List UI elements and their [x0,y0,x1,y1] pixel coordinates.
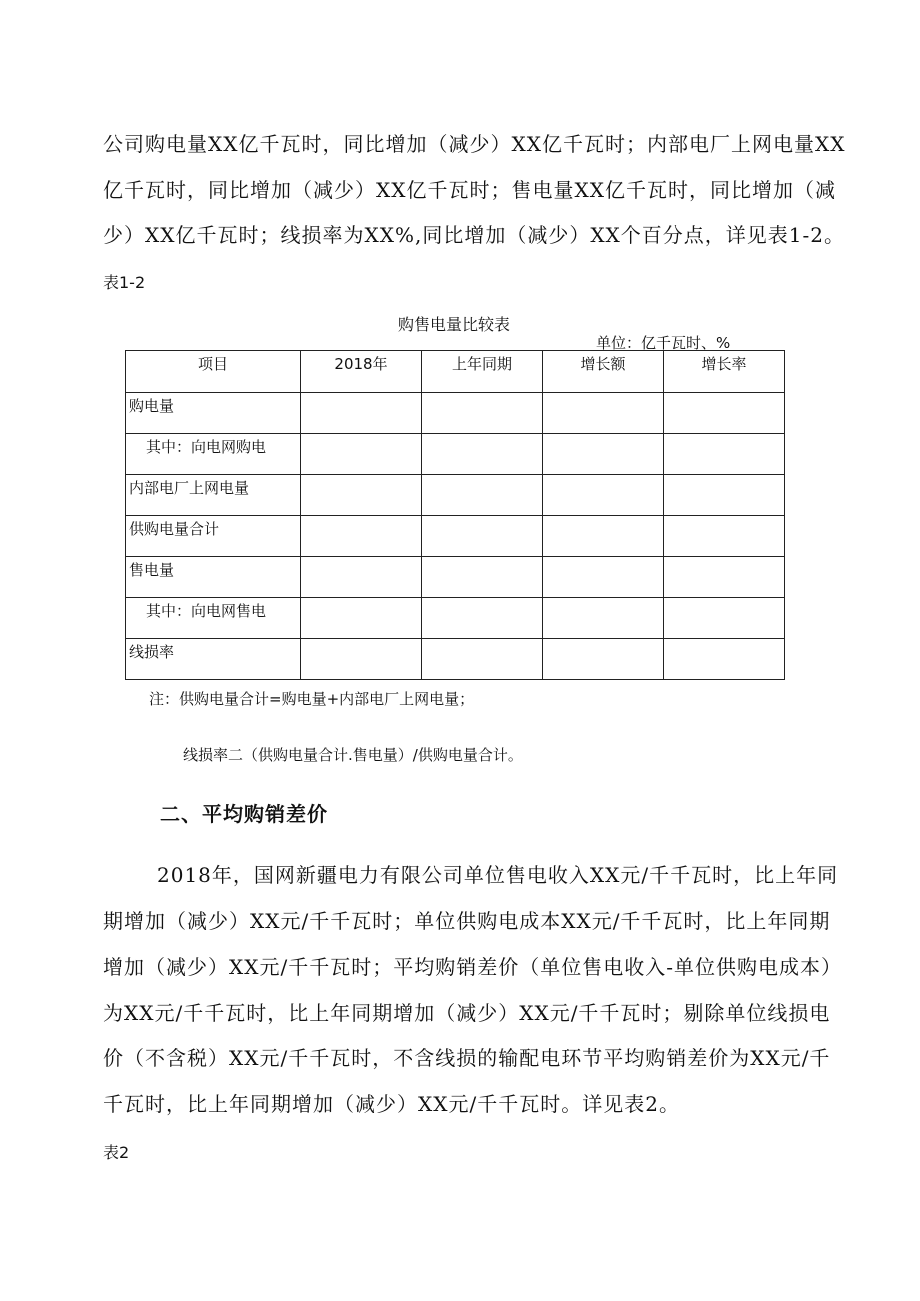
table-cell [664,434,785,475]
paragraph-line: 2018年，国网新疆电力有限公司单位售电收入XX元/千千瓦时，比上年同 [157,863,839,887]
table-cell [664,475,785,516]
table-cell [422,639,543,680]
table-cell [543,475,664,516]
table-row [126,475,785,516]
table-cell [301,639,422,680]
table-cell [301,475,422,516]
table-cell [422,598,543,639]
table-cell [301,557,422,598]
table-cell [664,516,785,557]
row-label: 售电量 [126,557,301,598]
table-cell [543,557,664,598]
header-item: 项目 [126,351,301,393]
header-growth-amount: 增长额 [543,351,664,393]
table-cell [664,639,785,680]
comparison-table [125,350,785,680]
table-note-1: 注：供购电量合计=购电量+内部电厂上网电量； [149,690,475,708]
table-cell [422,434,543,475]
row-label: 购电量 [126,393,301,434]
table-cell [664,393,785,434]
paragraph-line: 千瓦时，比上年同期增加（减少）XX元/千千瓦时。详见表2。 [103,1092,680,1116]
table-note-2: 线损率二（供购电量合计.售电量）/供购电量合计。 [183,746,523,764]
table-cell [664,557,785,598]
table-row [126,393,785,434]
paragraph-line: 增加（减少）XX元/千千瓦时；平均购销差价（单位售电收入-单位供购电成本） [103,955,842,979]
table-cell [301,393,422,434]
table-cell [422,516,543,557]
table-cell [301,598,422,639]
table-cell [543,516,664,557]
table-2-label: 表2 [103,1143,130,1162]
paragraph-line: 期增加（减少）XX元/千千瓦时；单位供购电成本XX元/千千瓦时，比上年同期 [103,909,831,933]
table-row [126,516,785,557]
paragraph-line: 少）XX亿千瓦时；线损率为XX%,同比增加（减少）XX个百分点，详见表1-2。 [103,223,845,247]
header-2018: 2018年 [301,351,422,393]
table-label: 表1-2 [103,273,146,292]
table-cell [664,598,785,639]
paragraph-line: 价（不含税）XX元/千千瓦时，不含线损的输配电环节平均购销差价为XX元/千 [103,1046,831,1070]
table-cell [543,393,664,434]
table-row [126,639,785,680]
table-cell [543,434,664,475]
table-header-row [126,351,785,393]
table-title: 购售电量比较表 [398,315,511,334]
row-label: 供购电量合计 [126,516,301,557]
row-label: 内部电厂上网电量 [126,475,301,516]
table-cell [543,639,664,680]
row-label: 其中：向电网售电 [126,598,301,639]
header-last-year: 上年同期 [422,351,543,393]
table-row [126,598,785,639]
table-unit: 单位：亿千瓦时、% [596,334,731,352]
paragraph-line: 为XX元/千千瓦时，比上年同期增加（减少）XX元/千千瓦时；剔除单位线损电 [103,1001,831,1025]
table-cell [301,516,422,557]
section-heading: 二、平均购销差价 [160,802,328,826]
paragraph-line: 亿千瓦时，同比增加（减少）XX亿千瓦时；售电量XX亿千瓦时，同比增加（减 [103,178,836,202]
table-row [126,434,785,475]
table-row [126,557,785,598]
table-cell [422,475,543,516]
table-cell [301,434,422,475]
paragraph-line: 公司购电量XX亿千瓦时，同比增加（减少）XX亿千瓦时；内部电厂上网电量XX [103,132,846,156]
header-growth-rate: 增长率 [664,351,785,393]
table-cell [422,393,543,434]
row-label: 其中：向电网购电 [126,434,301,475]
table-cell [422,557,543,598]
table-cell [543,598,664,639]
row-label: 线损率 [126,639,301,680]
